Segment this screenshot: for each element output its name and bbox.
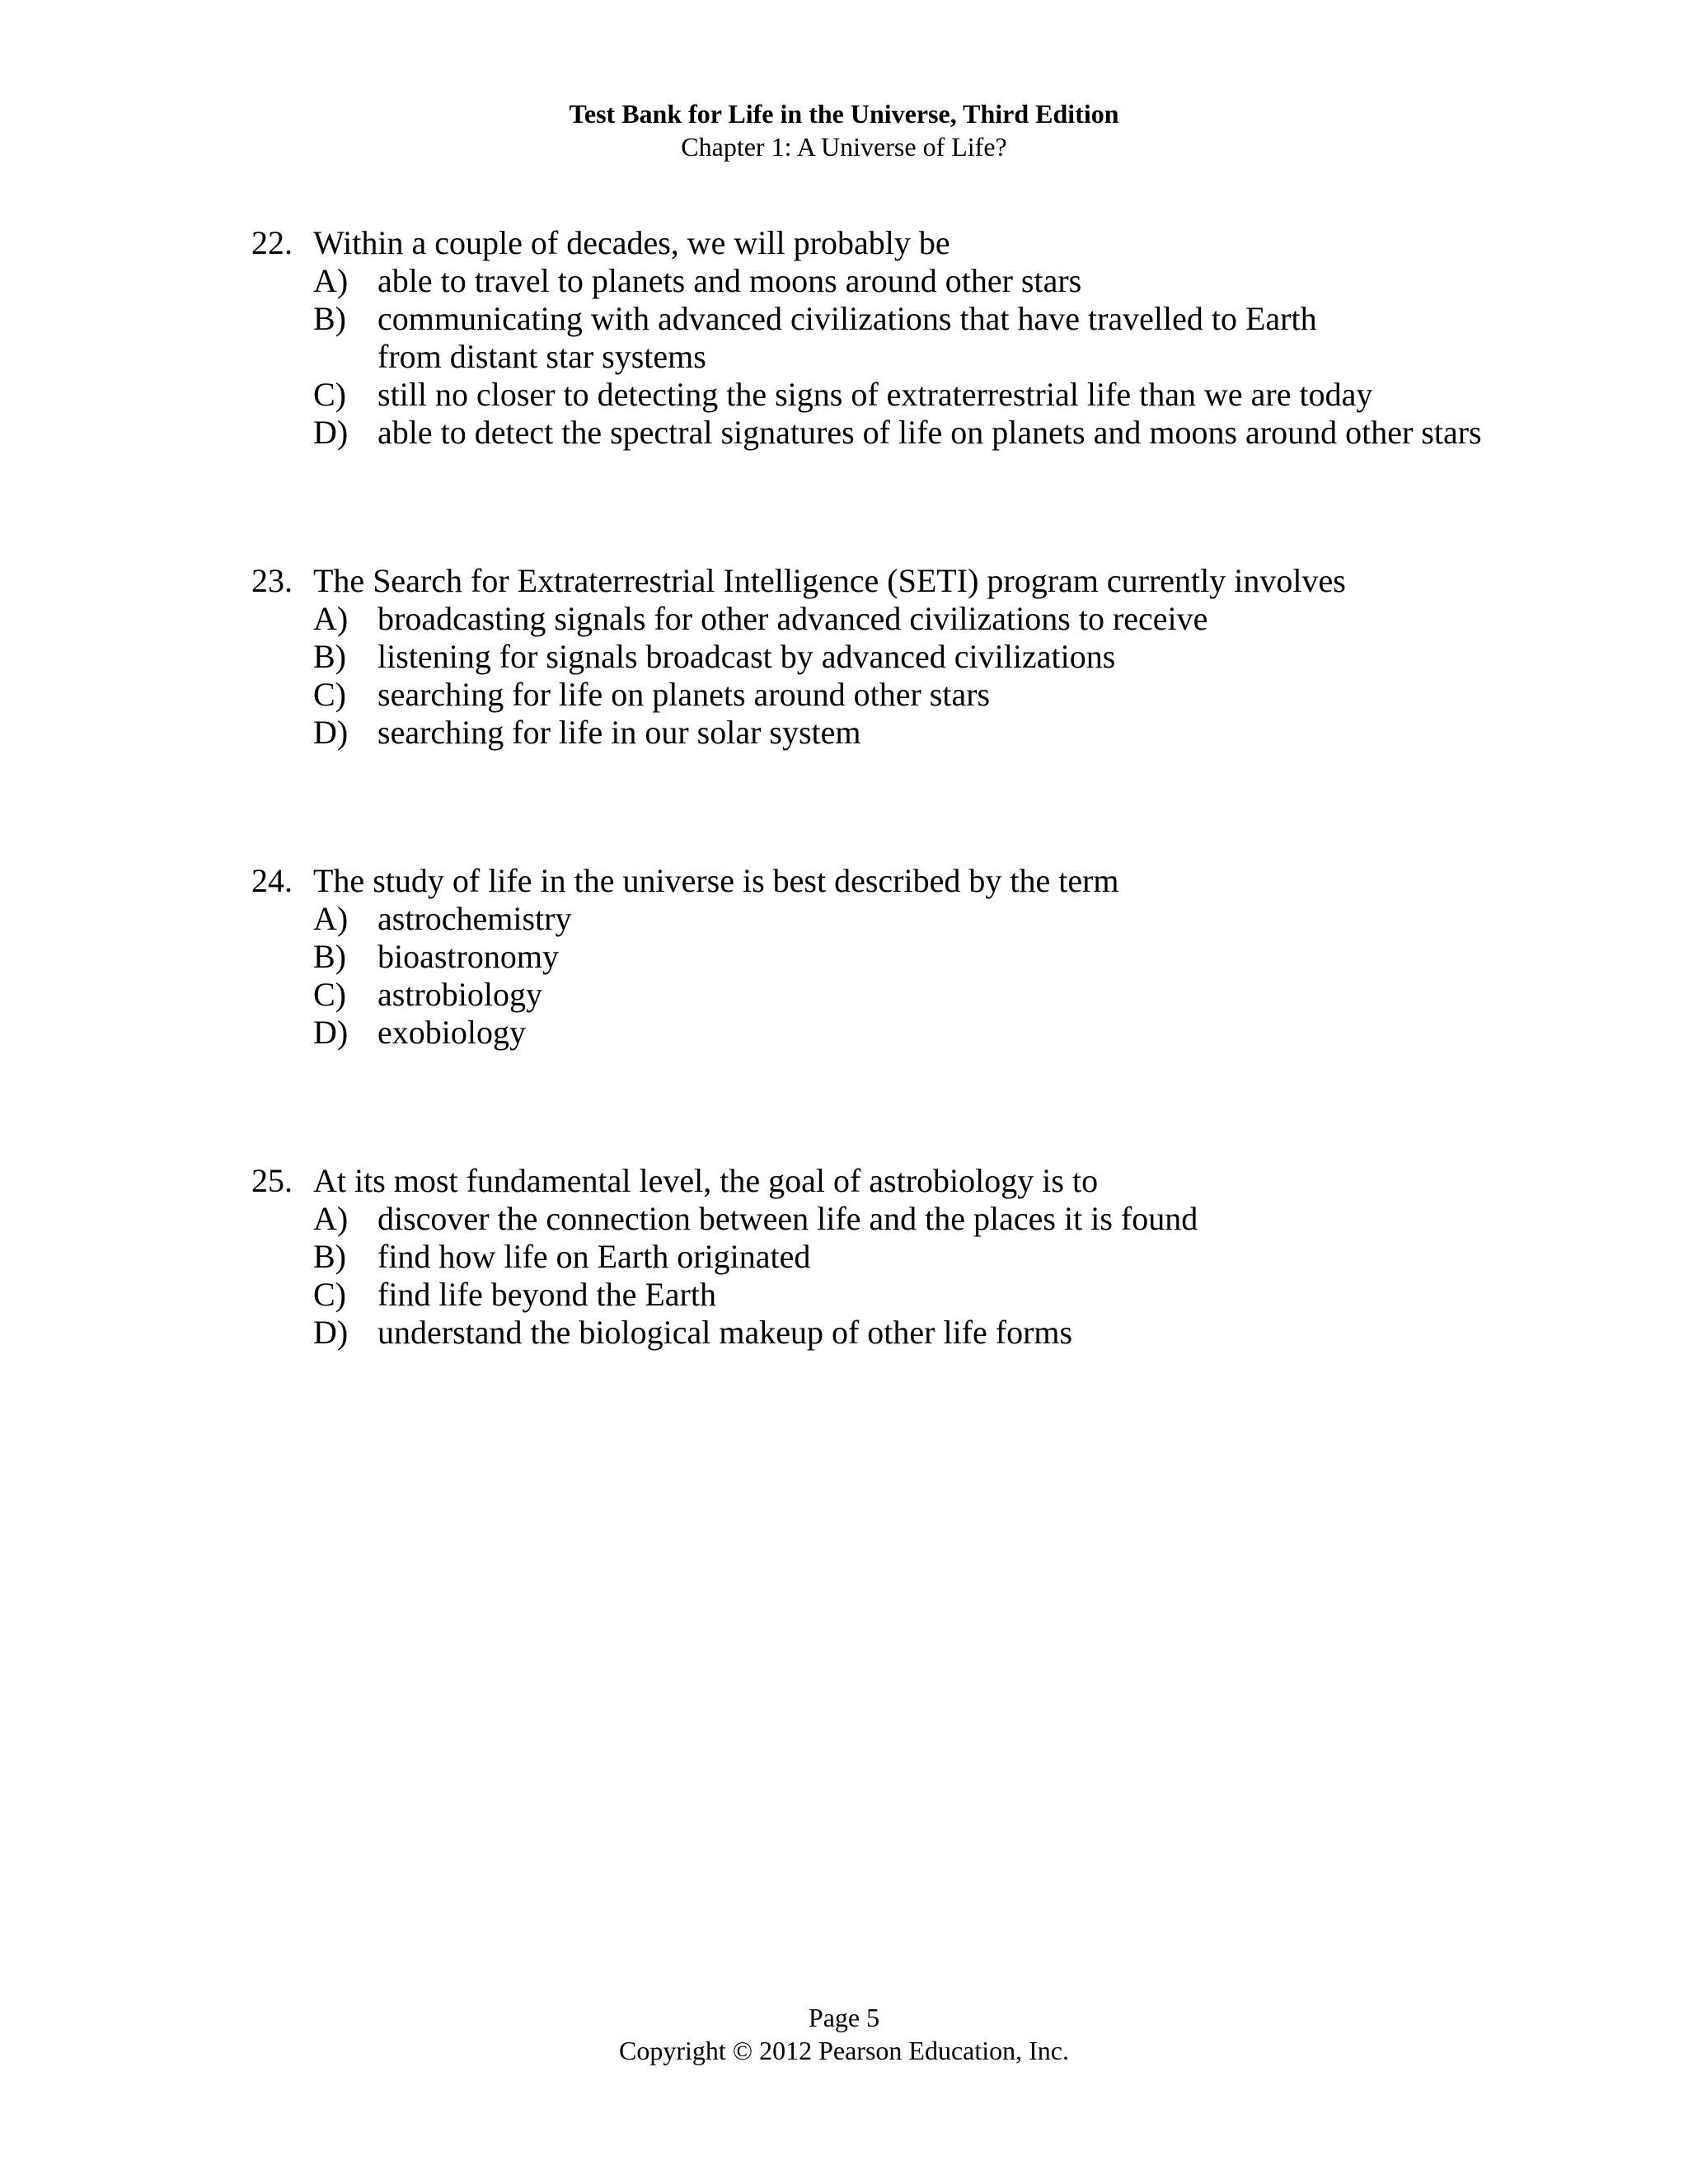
answer-option-b	[313, 300, 1537, 376]
question-text: The study of life in the universe is best described by the term	[313, 862, 1119, 899]
option-text: find life beyond the Earth	[377, 1276, 716, 1313]
option-letter: A)	[313, 1200, 349, 1237]
answer-option-b	[313, 638, 1537, 676]
option-letter: B)	[313, 1238, 346, 1275]
option-letter: B)	[313, 300, 346, 337]
answer-option-c	[313, 376, 1537, 414]
option-text: searching for life in our solar system	[377, 714, 861, 751]
answer-option-c	[313, 676, 1537, 714]
answer-option-a	[313, 262, 1537, 300]
answer-option-b	[313, 938, 1537, 976]
question-number: 23.	[251, 562, 293, 599]
question-stem	[251, 862, 1537, 900]
answer-option-d	[313, 1014, 1537, 1052]
answer-option-d	[313, 714, 1537, 752]
option-text: listening for signals broadcast by advanced civilizations	[377, 638, 1116, 675]
question-number: 22.	[251, 224, 293, 261]
option-letter: B)	[313, 938, 346, 975]
page-header	[0, 97, 1688, 163]
question-stem	[251, 224, 1537, 262]
option-text: astrobiology	[377, 976, 542, 1013]
question-stem	[251, 562, 1537, 600]
option-letter: D)	[313, 714, 349, 751]
option-text: searching for life on planets around other stars	[377, 676, 991, 713]
question-23	[251, 562, 1537, 752]
question-list	[251, 224, 1537, 1352]
question-24	[251, 862, 1537, 1052]
answer-options	[251, 1200, 1537, 1352]
answer-option-a	[313, 600, 1537, 638]
option-text: understand the biological makeup of other life forms	[377, 1314, 1073, 1351]
copyright-notice: Copyright © 2012 Pearson Education, Inc.	[619, 2036, 1069, 2065]
chapter-subtitle: Chapter 1: A Universe of Life?	[681, 132, 1007, 162]
option-letter: D)	[313, 414, 349, 451]
option-letter: C)	[313, 1276, 346, 1313]
option-text: still no closer to detecting the signs of extraterrestrial life than we are today	[377, 376, 1373, 413]
option-text: bioastronomy	[377, 938, 559, 975]
answer-option-c	[313, 976, 1537, 1014]
option-text: discover the connection between life and the places it is found	[377, 1200, 1198, 1237]
option-text: astrochemistry	[377, 900, 572, 937]
option-text: able to travel to planets and moons around other stars	[377, 262, 1082, 299]
answer-option-c	[313, 1276, 1537, 1314]
question-number: 25.	[251, 1162, 293, 1199]
question-number: 24.	[251, 862, 293, 899]
option-letter: B)	[313, 638, 346, 675]
answer-options	[251, 600, 1537, 752]
answer-options	[251, 900, 1537, 1052]
answer-option-a	[313, 1200, 1537, 1238]
answer-option-a	[313, 900, 1537, 938]
option-text: communicating with advanced civilizations that have travelled to Earth from distant star systems	[377, 300, 1317, 375]
option-text: find how life on Earth originated	[377, 1238, 811, 1275]
question-text: The Search for Extraterrestrial Intelligence (SETI) program currently involves	[313, 562, 1346, 599]
option-letter: A)	[313, 600, 349, 637]
answer-option-b	[313, 1238, 1537, 1276]
answer-options	[251, 262, 1537, 452]
question-stem	[251, 1162, 1537, 1200]
answer-option-d	[313, 1314, 1537, 1352]
option-letter: C)	[313, 976, 346, 1013]
option-text: able to detect the spectral signatures of life on planets and moons around other stars	[377, 414, 1482, 451]
page-footer	[0, 2001, 1688, 2067]
question-text: At its most fundamental level, the goal of astrobiology is to	[313, 1162, 1099, 1199]
option-letter: A)	[313, 262, 349, 299]
option-text: exobiology	[377, 1014, 526, 1051]
question-text: Within a couple of decades, we will probably be	[313, 224, 950, 261]
option-letter: C)	[313, 376, 346, 413]
question-25	[251, 1162, 1537, 1352]
answer-option-d	[313, 414, 1537, 452]
document-title: Test Bank for Life in the Universe, Third Edition	[569, 99, 1119, 129]
option-letter: D)	[313, 1314, 349, 1351]
option-letter: D)	[313, 1014, 349, 1051]
question-22	[251, 224, 1537, 452]
option-text: broadcasting signals for other advanced civilizations to receive	[377, 600, 1208, 637]
page-number: Page 5	[808, 2003, 880, 2032]
option-letter: C)	[313, 676, 346, 713]
option-letter: A)	[313, 900, 349, 937]
